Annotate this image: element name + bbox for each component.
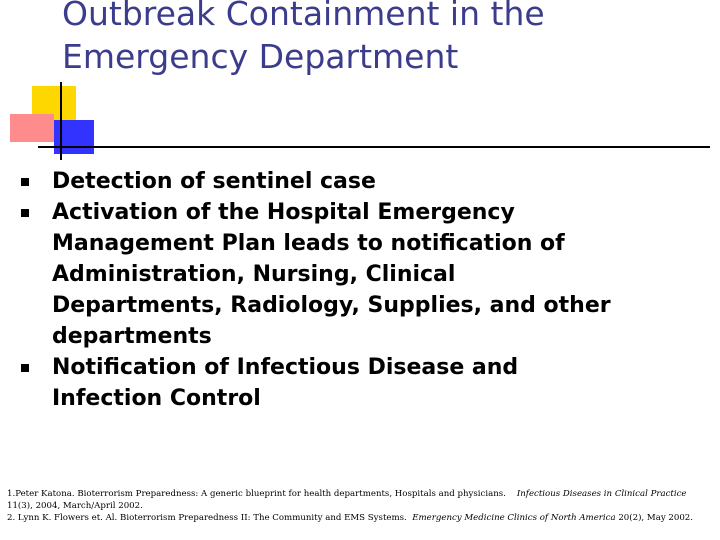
title-divider-line	[38, 146, 710, 148]
reference-2-text: 2. Lynn K. Flowers et. Al. Bioterrorism Preparedness II: The Community and EMS Systems.	[7, 513, 407, 523]
slide-title	[62, 0, 702, 78]
bullet-item-2	[52, 197, 702, 352]
bullet-1-line-1: Detection of sentinel case	[52, 169, 376, 194]
bullet-2-line-3: Administration, Nursing, Clinical	[52, 262, 456, 287]
reference-1-text: 1.Peter Katona. Bioterrorism Preparedness: A generic blueprint for health departments, Hospitals and physicians.	[7, 489, 506, 499]
bullet-list	[52, 166, 702, 414]
bullet-item-3	[52, 352, 702, 414]
bullet-3-line-2: Infection Control	[52, 386, 261, 411]
bullet-2-line-4: Departments, Radiology, Supplies, and other	[52, 293, 611, 318]
reference-2-details: 20(2), May 2002.	[615, 513, 694, 523]
reference-2	[7, 512, 713, 524]
slide-title-line-1: Outbreak Containment in the	[62, 0, 545, 33]
reference-1	[7, 488, 713, 512]
bullet-3-line-1: Notification of Infectious Disease and	[52, 355, 519, 380]
slide-title-line-2: Emergency Department	[62, 37, 459, 76]
bullet-2-line-2: Management Plan leads to notification of	[52, 231, 565, 256]
reference-1-journal: Infectious Diseases in Clinical Practice	[516, 489, 687, 499]
bullet-2-line-1: Activation of the Hospital Emergency	[52, 200, 515, 225]
bullet-2-line-5: departments	[52, 324, 212, 349]
reference-2-journal: Emergency Medicine Clinics of North America	[412, 513, 616, 523]
bullet-item-1	[52, 166, 702, 197]
square-bullet-icon	[21, 178, 29, 186]
square-bullet-icon	[21, 209, 29, 217]
square-bullet-icon	[21, 364, 29, 372]
decorative-red-rectangle	[10, 114, 54, 142]
reference-1-details: 11(3), 2004, March/April 2002.	[7, 501, 143, 511]
references	[7, 488, 713, 524]
decorative-vertical-line	[60, 82, 62, 160]
